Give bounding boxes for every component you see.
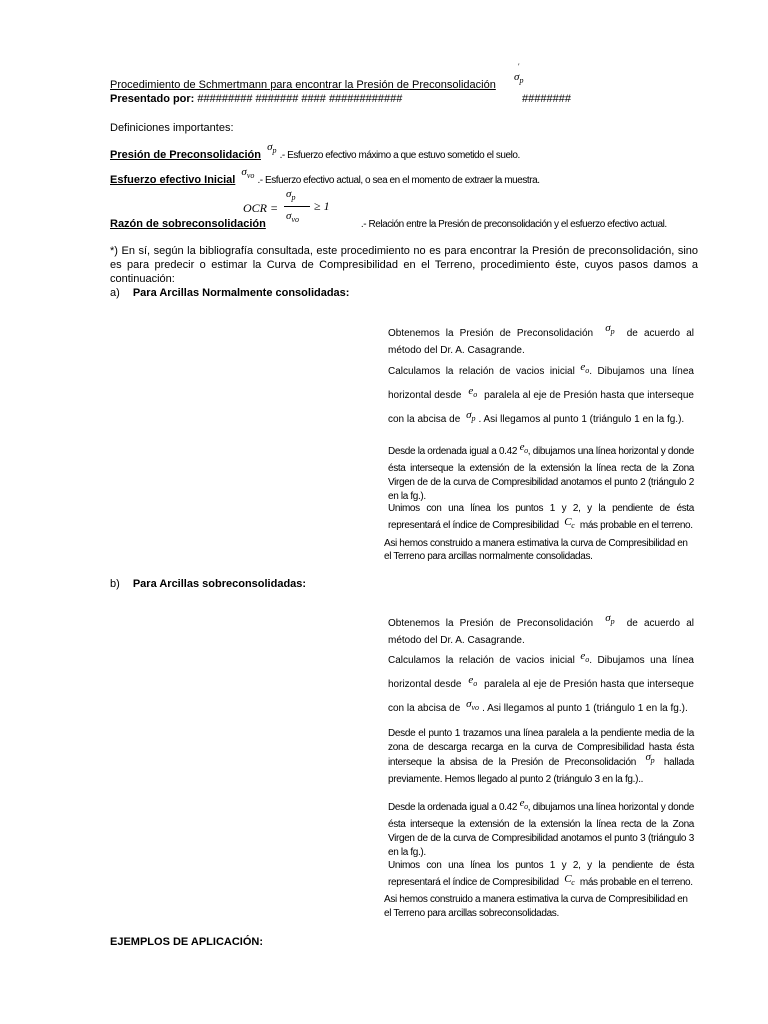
sigma-p-symbol: $\sigma_p'$ (514, 62, 524, 85)
definition-preconsolidation: Presión de Preconsolidación $\sigma_p$ .- Esfuerzo efectivo máximo a que estuvo sometido el suelo. (110, 141, 520, 161)
ocr-formula-rhs: ≥ 1 (314, 199, 330, 213)
section-a-step-4: Unimos con una línea los puntos 1 y 2, y la pendiente de ésta representará el índice de Compresibilidad $C_c$ más probable en el terreno. (388, 503, 694, 531)
presented-by: Presentado por: ######### ####### #### ############ (110, 93, 403, 105)
ocr-formula-lhs: OCR = (243, 201, 279, 215)
section-b-step-3: Desde el punto 1 trazamos una línea paralela a la pendiente media de la zona de descarga recarga en la curva de Compresibilidad hasta ésta interseque la absisa de la Presión de Preconsolidación $\sigma_p$ hallada previamente. Hemos llegado al punto 2 (triángulo 3 en la fg.).. (388, 728, 694, 785)
definition-initial-stress: Esfuerzo efectivo Inicial $\sigma_{vo}$ .- Esfuerzo efectivo actual, o sea en el momento de extraer la muestra. (110, 166, 540, 186)
section-a-conclusion: Asi hemos construido a manera estimativa la curva de Compresibilidad en el Terreno para arcillas normalmente consolidadas. (384, 538, 688, 562)
document-title: Procedimiento de Schmertmann para encontrar la Presión de Preconsolidación (110, 79, 496, 91)
section-b-heading: b) Para Arcillas sobreconsolidadas: (110, 578, 307, 590)
section-b-step-5: Unimos con una línea los puntos 1 y 2, y la pendiente de ésta representará el índice de Compresibilidad $C_c$ más probable en el terreno. (388, 860, 694, 888)
section-b-step-4: Desde la ordenada igual a 0.42 $e_o$, dibujamos una línea horizontal y donde ésta interseque la extensión de la extensión la línea recta de la Zona Virgen de de la curva de Compresibilidad anotamos el punto 3 (triángulo 3 en la fg.). (388, 797, 694, 858)
section-a-step-3: Desde la ordenada igual a 0.42 $e_o$, dibujamos una línea horizontal y donde ésta interseque la extensión de la extensión la línea recta de la Zona Virgen de de la curva de Compresibilidad anotamos el punto 2 (triángulo 2 en la fg.). (388, 441, 694, 502)
definitions-heading: Definiciones importantes: (110, 122, 234, 134)
ocr-denominator: $\sigma_{vo}$ (286, 210, 299, 224)
section-b-conclusion: Asi hemos construido a manera estimativa la curva de Compresibilidad en el Terreno para arcillas sobreconsolidadas. (384, 894, 688, 919)
section-a-heading: a) Para Arcillas Normalmente consolidadas: (110, 287, 350, 299)
definition-ocr: Razón de sobreconsolidación .- Relación entre la Presión de preconsolidación y el esfuerzo efectivo actual. (110, 218, 667, 230)
section-b-step-2: Calculamos la relación de vacios inicial $e_o$. Dibujamos una línea horizontal desde $e_o$ paralela al eje de Presión hasta que interseque con la abcisa de $\sigma_{vo}$ . Asi llegamos al punto 1 (triángulo 1 en la fg.). (388, 650, 694, 714)
section-b-step-1: Obtenemos la Presión de Preconsolidación $\sigma_p$ de acuerdo al método del Dr. A. Casagrande. (388, 612, 695, 646)
section-a-step-1: Obtenemos la Presión de Preconsolidación $\sigma_p$ de acuerdo al método del Dr. A. Casagrande. (388, 322, 695, 356)
examples-heading: EJEMPLOS DE APLICACIÓN: (110, 936, 263, 948)
ocr-fraction-bar (284, 206, 310, 207)
presented-code: ######## (522, 93, 571, 105)
ocr-numerator: $\sigma_p$ (286, 188, 296, 202)
procedure-note: *) En sí, según la bibliografía consultada, este procedimiento no es para encontrar la Presión de preconsolidación, sino es para predecir o estimar la Curva de Compresibilidad en el Terreno, procedimiento éste, cuyos pasos damos a continuación: (110, 245, 698, 285)
section-a-step-2: Calculamos la relación de vacios inicial $e_o$. Dibujamos una línea horizontal desde $e_o$ paralela al eje de Presión hasta que interseque con la abcisa de $\sigma_p$ . Asi llegamos al punto 1 (triángulo 1 en la fg.). (388, 361, 694, 425)
